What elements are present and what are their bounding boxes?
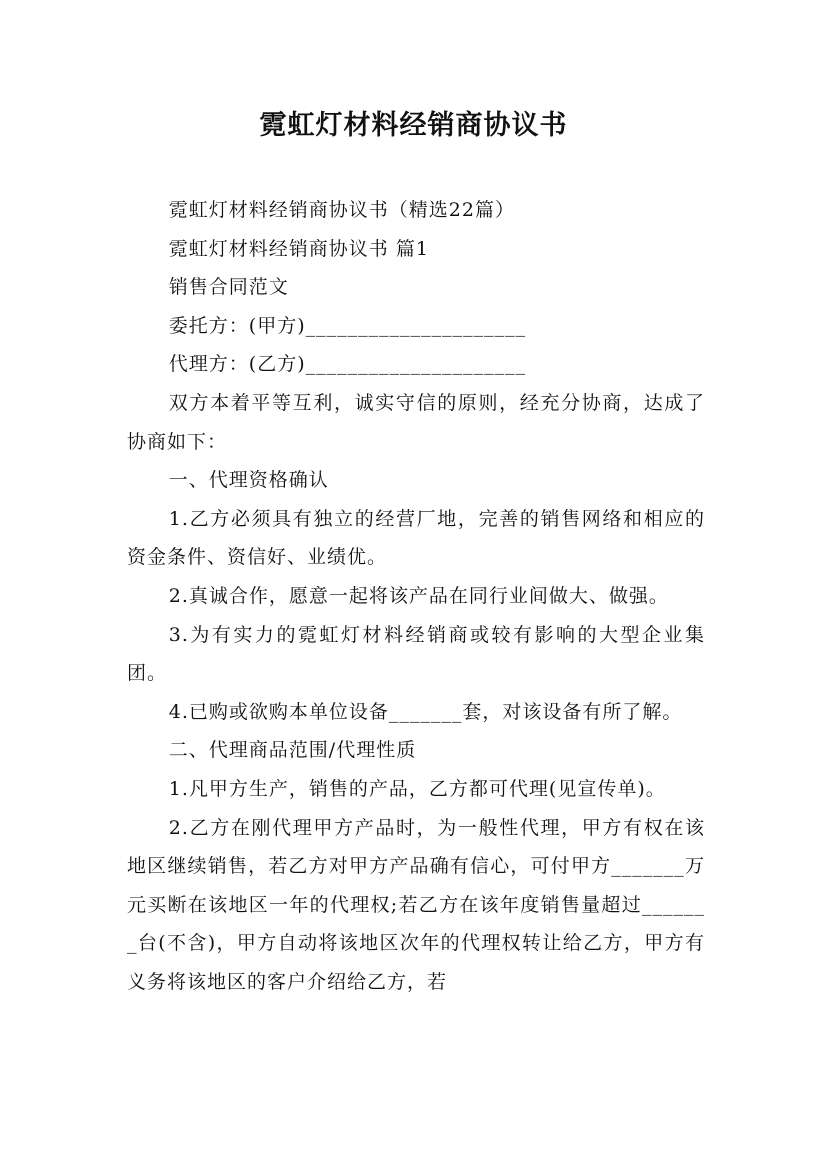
document-body xyxy=(127,191,705,1001)
section-heading-qualification: 一、代理资格确认 xyxy=(168,469,329,492)
paragraph-contract-name: 销售合同范文 xyxy=(168,276,289,299)
paragraph-clause: 3.为有实力的霓虹灯材料经销商或较有影响的大型企业集团。 xyxy=(127,623,705,685)
paragraph-clause: 1.凡甲方生产，销售的产品，乙方都可代理(见宣传单)。 xyxy=(168,777,666,800)
paragraph-subtitle: 霓虹灯材料经销商协议书（精选22篇） xyxy=(168,199,515,221)
section-heading-scope: 二、代理商品范围/代理性质 xyxy=(168,739,417,762)
paragraph-party-a: 委托方：(甲方)_____________________ xyxy=(168,314,527,337)
document-title: 霓虹灯材料经销商协议书 xyxy=(259,110,568,141)
paragraph-party-b: 代理方：(乙方)_____________________ xyxy=(168,353,527,376)
paragraph-clause: 2.真诚合作，愿意一起将该产品在同行业间做大、做强。 xyxy=(168,584,669,607)
paragraph-article-heading: 霓虹灯材料经销商协议书 篇1 xyxy=(168,237,429,260)
paragraph-preamble: 双方本着平等互利，诚实守信的原则，经充分协商，达成了协商如下： xyxy=(127,391,705,453)
paragraph-clause: 4.已购或欲购本单位设备_______套，对该设备有所了解。 xyxy=(168,700,683,723)
paragraph-clause: 2.乙方在刚代理甲方产品时，为一般性代理，甲方有权在该地区继续销售，若乙方对甲方产品确有信心，可付甲方_______万元买断在该地区一年的代理权;若乙方在该年度销售量超过_______台(不含)，甲方自动将该地区次年的代理权转让给乙方，甲方有义务将该地区的客户介绍给乙方，若 xyxy=(127,816,705,993)
paragraph-clause: 1.乙方必须具有独立的经营厂地，完善的销售网络和相应的资金条件、资信好、业绩优。 xyxy=(127,507,705,569)
